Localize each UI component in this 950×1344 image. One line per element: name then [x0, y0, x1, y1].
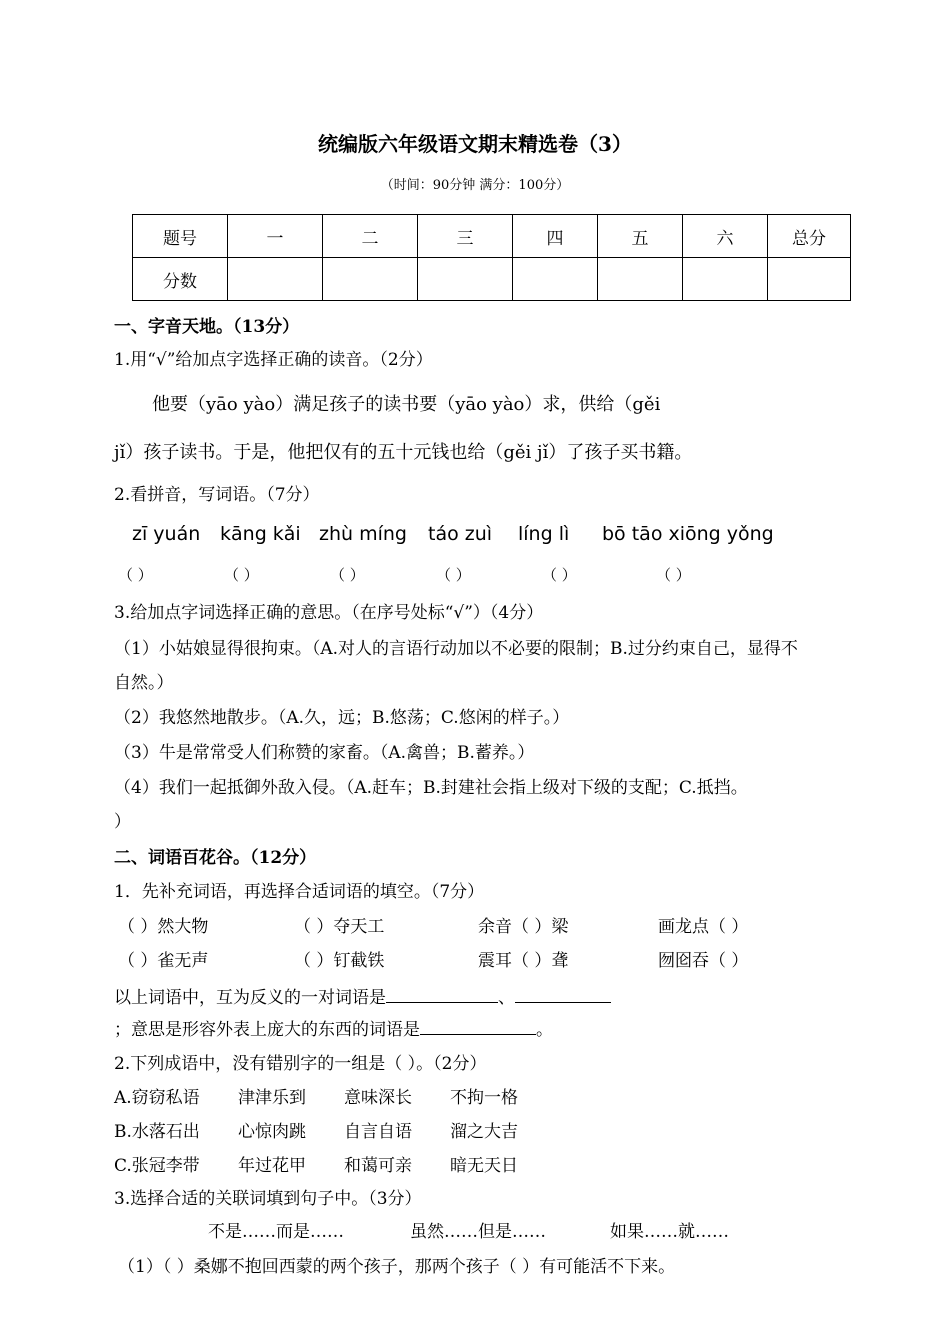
fill-text: ；意思是形容外表上庞大的东西的词语是	[114, 1020, 420, 1040]
table-cell: 题号	[133, 215, 228, 258]
question-text: ）	[114, 812, 131, 832]
idiom-item: （ ）雀无声	[118, 951, 209, 971]
option-label[interactable]: C.张冠李带	[114, 1156, 200, 1176]
answer-blank[interactable]: （ ）	[542, 566, 577, 584]
table-cell: 分数	[133, 258, 228, 301]
question-text: 他要（yāo yào）满足孩子的读书要（yāo yào）求，供给（gěi	[152, 394, 661, 415]
idiom-item: （ ）钉截铁	[294, 951, 385, 971]
answer-blank[interactable]: （ ）	[330, 566, 365, 584]
answer-blank[interactable]: （ ）	[118, 566, 153, 584]
table-cell: 总分	[768, 215, 851, 258]
table-cell: 三	[418, 215, 513, 258]
question-prompt: 3.给加点字词选择正确的意思。（在序号处标“√”）（4分）	[114, 603, 544, 623]
period: 。	[536, 1020, 553, 1040]
exam-info: （时间：90分钟 满分：100分）	[380, 178, 570, 193]
section-heading: 一、字音天地。（13分）	[114, 317, 300, 337]
question-prompt: 2.下列成语中，没有错别字的一组是（ ）。（2分）	[114, 1054, 487, 1074]
score-cell[interactable]	[418, 258, 513, 301]
question-prompt: 3.选择合适的关联词填到句子中。（3分）	[114, 1189, 422, 1209]
score-cell[interactable]	[513, 258, 598, 301]
separator: 、	[498, 988, 515, 1008]
score-cell[interactable]	[598, 258, 683, 301]
conjunction-option: 虽然……但是……	[410, 1222, 546, 1242]
table-row	[133, 215, 851, 258]
answer-blank[interactable]: （ ）	[656, 566, 691, 584]
pinyin-item: líng lì	[518, 523, 570, 545]
answer-blank[interactable]	[386, 986, 498, 1003]
question-prompt: 1．先补充词语，再选择合适词语的填空。（7分）	[114, 882, 485, 902]
answer-blank[interactable]: （ ）	[224, 566, 259, 584]
score-table	[132, 214, 851, 301]
table-cell: 二	[323, 215, 418, 258]
pinyin-item: kāng kǎi	[220, 523, 301, 545]
option-label[interactable]: A.窃窃私语	[114, 1088, 200, 1108]
fill-text: 以上词语中，互为反义的一对词语是	[114, 988, 386, 1008]
score-cell[interactable]	[768, 258, 851, 301]
pinyin-item: táo zuì	[428, 523, 493, 545]
option-label[interactable]: B.水落石出	[114, 1122, 200, 1142]
idiom-item: 余音（ ）梁	[478, 917, 569, 937]
option-word: 心惊肉跳	[238, 1122, 306, 1142]
conjunction-option: 不是……而是……	[208, 1222, 344, 1242]
question-prompt: 2.看拼音，写词语。（7分）	[114, 485, 320, 505]
option-word: 年过花甲	[238, 1156, 306, 1176]
question-text: jǐ）孩子读书。于是，他把仅有的五十元钱也给（gěi jǐ）了孩子买书籍。	[114, 442, 693, 463]
option-word: 溜之大吉	[450, 1122, 518, 1142]
table-cell: 一	[228, 215, 323, 258]
table-cell: 四	[513, 215, 598, 258]
idiom-item: 囫囵吞（ ）	[658, 951, 749, 971]
section-heading: 二、词语百花谷。（12分）	[114, 848, 317, 868]
table-cell: 五	[598, 215, 683, 258]
answer-blank[interactable]	[515, 986, 611, 1003]
score-cell[interactable]	[683, 258, 768, 301]
conjunction-option: 如果……就……	[610, 1222, 729, 1242]
option-word: 暗无天日	[450, 1156, 518, 1176]
question-text: 自然。）	[114, 673, 174, 693]
question-prompt: 1.用“√”给加点字选择正确的读音。（2分）	[114, 350, 433, 370]
answer-blank[interactable]: （ ）	[436, 566, 471, 584]
pinyin-item: zī yuán	[132, 523, 201, 545]
question-text: （3）牛是常常受人们称赞的家畜。（A.禽兽；B.蓄养。）	[114, 743, 535, 763]
fill-line	[114, 983, 611, 1008]
score-cell[interactable]	[228, 258, 323, 301]
pinyin-item: bō tāo xiōng yǒng	[602, 523, 774, 545]
question-text: （1）（ ）桑娜不抱回西蒙的两个孩子，那两个孩子（ ）有可能活不下来。	[118, 1257, 676, 1277]
option-word: 津津乐到	[238, 1088, 306, 1108]
idiom-item: 震耳（ ）聋	[478, 951, 569, 971]
question-text: （1）小姑娘显得很拘束。（A.对人的言语行动加以不必要的限制；B.过分约束自己，显得不	[114, 639, 798, 659]
idiom-item: （ ）然大物	[118, 917, 209, 937]
option-word: 不拘一格	[450, 1088, 518, 1108]
fill-line	[114, 1015, 553, 1040]
table-row	[133, 258, 851, 301]
page-title: 统编版六年级语文期末精选卷（3）	[318, 132, 632, 156]
idiom-item: 画龙点（ ）	[658, 917, 749, 937]
idiom-item: （ ）夺天工	[294, 917, 385, 937]
option-word: 和蔼可亲	[344, 1156, 412, 1176]
option-word: 意味深长	[344, 1088, 412, 1108]
option-word: 自言自语	[344, 1122, 412, 1142]
table-cell: 六	[683, 215, 768, 258]
answer-blank[interactable]	[420, 1018, 536, 1035]
pinyin-item: zhù míng	[319, 523, 407, 545]
question-text: （2）我悠然地散步。（A.久，远；B.悠荡；C.悠闲的样子。）	[114, 708, 570, 728]
score-cell[interactable]	[323, 258, 418, 301]
question-text: （4）我们一起抵御外敌入侵。（A.赶车；B.封建社会指上级对下级的支配；C.抵挡。	[114, 778, 748, 798]
